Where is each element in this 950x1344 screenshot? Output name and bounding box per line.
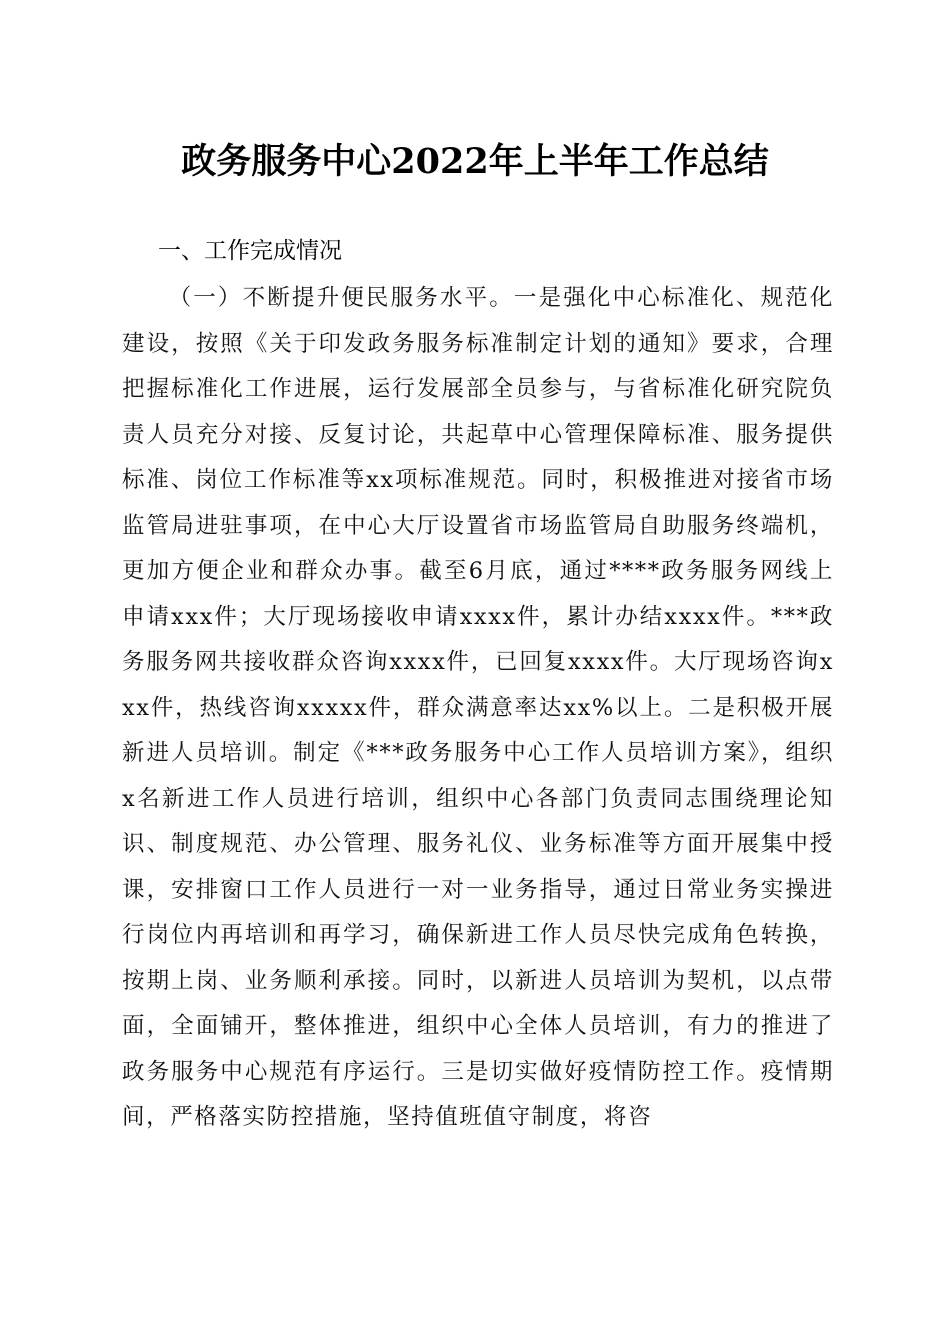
section-heading: 一、工作完成情况 [158, 238, 342, 264]
paragraph-text: （一）不断提升便民服务水平。一是强化中心标准化、规范化建设，按照《关于印发政务服务标准制定计划的通知》要求，合理把握标准化工作进展，运行发展部全员参与，与省标准化研究院负责人员充分对接、反复讨论，共起草中心管理保障标准、服务提供标准、岗位工作标准等xx项标准规范。同时，积极推进对接省市场监管局进驻事项，在中心大厅设置省市场监管局自助服务终端机，更加方便企业和群众办事。截至6月底，通过****政务服务网线上申请xxx件；大厅现场接收申请xxxx件，累计办结xxxx件。***政务服务网共接收群众咨询xxxx件，已回复xxxx件。大厅现场咨询xxx件，热线咨询xxxxx件，群众满意率达xx%以上。二是积极开展新进人员培训。制定《***政务服务中心工作人员培训方案》，组织x名新进工作人员进行培训，组织中心各部门负责同志围绕理论知识、制度规范、办公管理、服务礼仪、业务标准等方面开展集中授课，安排窗口工作人员进行一对一业务指导，通过日常业务实操进行岗位内再培训和再学习，确保新进工作人员尽快完成角色转换，按期上岗、业务顺利承接。同时，以新进人员培训为契机，以点带面，全面铺开，整体推进，组织中心全体人员培训，有力的推进了政务服务中心规范有序运行。三是切实做好疫情防控工作。疫情期间，严格落实防控措施，坚持值班值守制度，将咨 [122, 285, 834, 1130]
document-title: 政务服务中心2022年上半年工作总结 [181, 141, 769, 182]
body-paragraph [122, 276, 834, 1141]
